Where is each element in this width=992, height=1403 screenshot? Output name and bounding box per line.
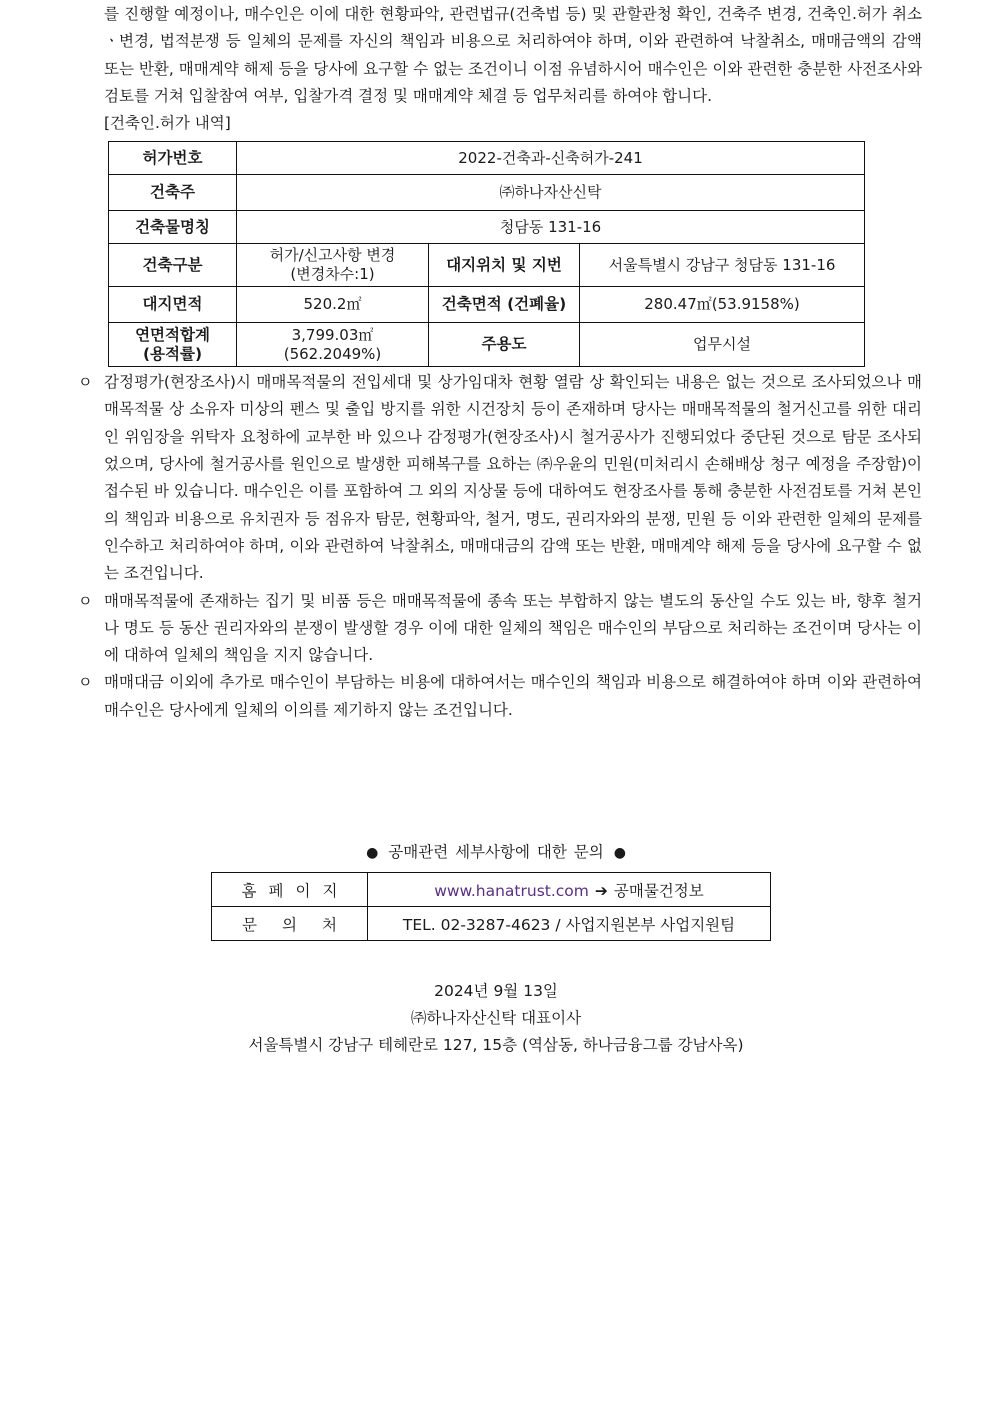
bullet-mark: ㅇ xyxy=(78,591,93,610)
condition-list xyxy=(78,369,922,724)
floor-area-label-line-2: (용적률) xyxy=(142,344,203,363)
category-line-2: (변경차수:1) xyxy=(290,265,375,284)
contact-title-text: 공매관련 세부사항에 대한 문의 xyxy=(388,843,604,861)
category-value xyxy=(237,244,429,287)
permit-table xyxy=(108,141,865,367)
inquiry-value: TEL. 02-3287-4623 / 사업지원본부 사업지원팀 xyxy=(368,907,771,941)
label-char: 이 xyxy=(295,881,311,900)
table-row xyxy=(109,142,865,175)
list-item xyxy=(78,369,922,587)
label-char: 처 xyxy=(322,915,337,934)
homepage-value xyxy=(368,873,771,907)
building-name-value: 청담동 131-16 xyxy=(237,211,865,244)
label-char: 페 xyxy=(268,881,284,900)
floor-area-label xyxy=(109,323,237,367)
owner-value: ㈜하나자산신탁 xyxy=(237,175,865,211)
bullet-mark: ㅇ xyxy=(78,673,93,692)
bullet-dot-icon: ● xyxy=(366,845,379,861)
site-location-label: 대지위치 및 지번 xyxy=(429,244,580,287)
footer-address: 서울특별시 강남구 테헤란로 127, 15층 (역삼동, 하나금융그룹 강남사옥) xyxy=(248,1036,744,1054)
arrow-right-icon: ➔ xyxy=(594,881,608,900)
owner-label: 건축주 xyxy=(109,175,237,211)
list-item xyxy=(78,669,922,724)
inquiry-label xyxy=(212,907,368,941)
contact-section-title xyxy=(0,840,992,865)
bullet-text: 감정평가(현장조사)시 매매목적물의 전입세대 및 상가임대차 현황 열람 상 확인되는 내용은 없는 것으로 조사되었으나 매매목적물 상 소유자 미상의 펜스 및 출입 방지를 위한 시건장치 등이 존재하며 당사는 매매목적물의 철거신고를 위한 대리인 위임장을 위탁자 요청하에 교부한 바 있으나 감정평가(현장조사)시 철거공사가 진행되었다 중단된 것으로 탐문 조사되었으며, 당사에 철거공사를 원인으로 발생한 피해복구를 요하는 ㈜우윤의 민원(미처리시 손해배상 청구 예정을 주장함)이 접수된 바 있습니다. 매수인은 이를 포함하여 그 외의 지상물 등에 대하여도 현장조사를 통해 충분한 사전검토를 거쳐 본인의 책임과 비용으로 유치권자 등 점유자 탐문, 현황파악, 철거, 명도, 권리자와의 분쟁, 민원 등 이와 관련한 일체의 문제를 인수하고 처리하여야 하며, 이와 관련하여 낙찰취소, 매매대금의 감액 또는 반환, 매매계약 해제 등을 당사에 요구할 수 없는 조건입니다. xyxy=(104,373,922,583)
table-row xyxy=(109,244,865,287)
site-location-value: 서울특별시 강남구 청담동 131-16 xyxy=(580,244,865,287)
label-char: 의 xyxy=(282,915,297,934)
category-label: 건축구분 xyxy=(109,244,237,287)
table-row xyxy=(109,323,865,367)
category-line-1: 허가/신고사항 변경 xyxy=(269,246,396,265)
main-use-label: 주용도 xyxy=(429,323,580,367)
bullet-dot-icon: ● xyxy=(613,845,626,861)
homepage-section: 공매물건정보 xyxy=(613,881,704,900)
list-item xyxy=(78,588,922,670)
permit-no-label: 허가번호 xyxy=(109,142,237,175)
building-area-label: 건축면적 (건폐율) xyxy=(429,287,580,323)
bullet-mark: ㅇ xyxy=(78,373,93,392)
table-row xyxy=(212,907,771,941)
label-char: 문 xyxy=(242,915,257,934)
table-row xyxy=(212,873,771,907)
permit-no-value: 2022-건축과-신축허가-241 xyxy=(237,142,865,175)
contact-table xyxy=(211,872,771,941)
table-row xyxy=(109,211,865,244)
homepage-label xyxy=(212,873,368,907)
permit-section-label: [건축인.허가 내역] xyxy=(104,114,231,133)
floor-area-label-line-1: 연면적합계 xyxy=(135,325,210,344)
site-area-label: 대지면적 xyxy=(109,287,237,323)
bullet-text: 매매목적물에 존재하는 집기 및 비품 등은 매매목적물에 종속 또는 부합하지 않는 별도의 동산일 수도 있는 바, 향후 철거나 명도 등 동산 권리자와의 분쟁이 발생할 경우 이에 대한 일체의 책임은 매수인의 부담으로 처리하는 조건이며 당사는 이에 대하여 일체의 책임을 지지 않습니다. xyxy=(104,591,922,665)
floor-area-line-2: (562.2049%) xyxy=(283,344,382,363)
floor-area-value xyxy=(237,323,429,367)
document-body xyxy=(78,0,922,724)
bullet-text: 매매대금 이외에 추가로 매수인이 부담하는 비용에 대하여서는 매수인의 책임과 비용으로 해결하여야 하며 이와 관련하여 매수인은 당사에게 일체의 이의를 제기하지 않는 조건입니다. xyxy=(104,673,922,719)
main-use-value: 업무시설 xyxy=(580,323,865,367)
building-area-value: 280.47㎡(53.9158%) xyxy=(580,287,865,323)
footer-company: ㈜하나자산신탁 대표이사 xyxy=(410,1009,582,1027)
label-char: 지 xyxy=(322,881,338,900)
footer-date: 2024년 9월 13일 xyxy=(434,982,558,1000)
building-name-label: 건축물명칭 xyxy=(109,211,237,244)
document-footer xyxy=(0,978,992,1059)
homepage-link[interactable]: www.hanatrust.com xyxy=(434,881,589,900)
floor-area-line-1: 3,799.03㎡ xyxy=(291,325,374,344)
table-row xyxy=(109,175,865,211)
site-area-value: 520.2㎡ xyxy=(237,287,429,323)
table-row xyxy=(109,287,865,323)
label-char: 홈 xyxy=(241,881,257,900)
intro-paragraph: 를 진행할 예정이나, 매수인은 이에 대한 현황파악, 관련법규(건축법 등) 및 관할관청 확인, 건축주 변경, 건축인.허가 취소ㆍ변경, 법적분쟁 등 일체의 문제를 자신의 책임과 비용으로 처리하여야 하며, 이와 관련하여 낙찰취소, 매매금액의 감액 또는 반환, 매매계약 해제 등을 당사에 요구할 수 없는 조건이니 이점 유념하시어 매수인은 이와 관련한 충분한 사전조사와 검토를 거쳐 입찰참여 여부, 입찰가격 결정 및 매매계약 체결 등 업무처리를 하여야 합니다. xyxy=(104,5,922,105)
